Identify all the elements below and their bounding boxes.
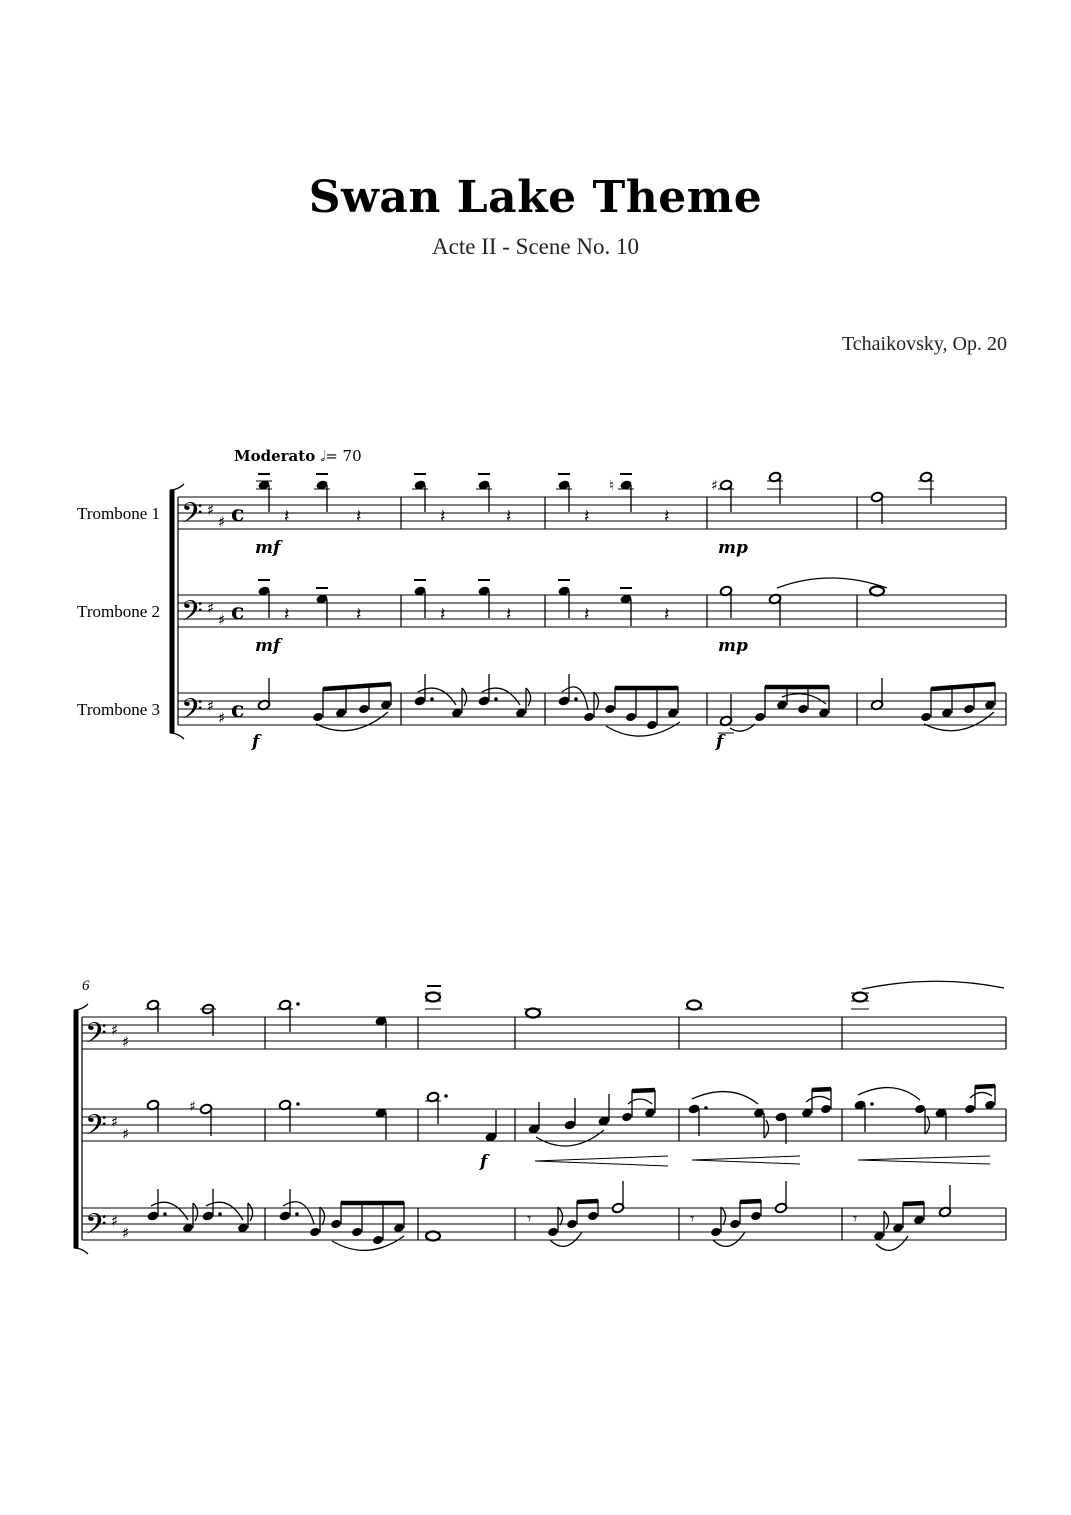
svg-text:𝄽: 𝄽 xyxy=(664,506,670,527)
svg-text:♯: ♯ xyxy=(122,1033,130,1051)
staff-tbn2 xyxy=(82,1109,1006,1141)
svg-text:𝄾: 𝄾 xyxy=(690,1209,695,1228)
svg-text:𝄽: 𝄽 xyxy=(440,506,446,527)
key-signature-sharps xyxy=(111,1021,129,1242)
system-2 xyxy=(74,981,1006,1254)
svg-text:♯: ♯ xyxy=(218,709,226,727)
svg-text:♯: ♯ xyxy=(122,1224,130,1242)
tempo-bpm: = 70 xyxy=(325,447,362,465)
staff-tbn2 xyxy=(178,595,1006,627)
svg-text:𝄽: 𝄽 xyxy=(284,604,290,625)
instrument-name-tbn2: Trombone 2 xyxy=(77,602,160,621)
svg-text:♯: ♯ xyxy=(207,501,215,519)
svg-text:♯: ♯ xyxy=(207,697,215,715)
svg-text:𝄢: 𝄢 xyxy=(85,1109,107,1149)
svg-text:♯: ♯ xyxy=(218,513,226,531)
tbn2-1-notes xyxy=(145,981,1004,1048)
svg-text:𝄾: 𝄾 xyxy=(853,1209,858,1228)
svg-text:c: c xyxy=(231,501,245,527)
staff-tbn1 xyxy=(82,1017,1006,1049)
svg-text:♯: ♯ xyxy=(111,1021,119,1039)
svg-text:𝄽: 𝄽 xyxy=(284,506,290,527)
svg-text:c: c xyxy=(231,697,245,723)
svg-text:𝄢: 𝄢 xyxy=(181,497,203,537)
dynamic-f: f xyxy=(716,732,724,752)
dynamic-mp: mp xyxy=(718,636,748,656)
half-note-icon: 𝅗𝅥 xyxy=(320,447,326,465)
svg-text:♯: ♯ xyxy=(218,611,226,629)
score-title: Swan Lake Theme xyxy=(308,172,763,223)
dynamic-mp: mp xyxy=(718,538,748,558)
svg-text:𝄽: 𝄽 xyxy=(440,604,446,625)
bass-clef-icon xyxy=(85,1017,107,1248)
svg-text:𝄢: 𝄢 xyxy=(181,693,203,733)
measure-number: 6 xyxy=(82,978,90,994)
dynamic-mf: mf xyxy=(255,636,281,656)
svg-text:𝄽: 𝄽 xyxy=(356,506,362,527)
svg-text:𝄽: 𝄽 xyxy=(506,506,512,527)
dynamic-mf: mf xyxy=(255,538,281,558)
svg-text:𝄢: 𝄢 xyxy=(85,1017,107,1057)
svg-text:𝄽: 𝄽 xyxy=(584,604,590,625)
svg-text:♯: ♯ xyxy=(111,1113,119,1131)
svg-text:𝄾: 𝄾 xyxy=(527,1209,532,1228)
score-subtitle: Acte II - Scene No. 10 xyxy=(432,234,639,259)
dynamic-f: f xyxy=(252,732,260,752)
tbn3-notes xyxy=(257,674,996,736)
svg-text:𝄽: 𝄽 xyxy=(356,604,362,625)
svg-text:𝄽: 𝄽 xyxy=(506,604,512,625)
instrument-name-tbn1: Trombone 1 xyxy=(77,504,160,523)
svg-text:𝄢: 𝄢 xyxy=(85,1208,107,1248)
svg-text:♯: ♯ xyxy=(189,1099,196,1115)
tempo-text: Moderato xyxy=(234,447,316,465)
svg-text:♮: ♮ xyxy=(609,478,615,494)
svg-text:♯: ♯ xyxy=(111,1212,119,1230)
svg-text:♯: ♯ xyxy=(122,1125,130,1143)
svg-text:𝄽: 𝄽 xyxy=(664,604,670,625)
common-time-icon xyxy=(231,501,244,723)
svg-text:♯: ♯ xyxy=(711,478,718,494)
dynamic-f: f xyxy=(480,1152,488,1172)
instrument-name-tbn3: Trombone 3 xyxy=(77,700,160,719)
system-1 xyxy=(170,471,1006,739)
svg-text:c: c xyxy=(231,599,245,625)
composer-credit: Tchaikovsky, Op. 20 xyxy=(841,333,1007,355)
svg-text:♯: ♯ xyxy=(207,599,215,617)
bass-clef-icon xyxy=(181,497,203,733)
tbn1-notes xyxy=(256,471,934,527)
svg-text:𝄽: 𝄽 xyxy=(584,506,590,527)
svg-text:𝄢: 𝄢 xyxy=(181,595,203,635)
